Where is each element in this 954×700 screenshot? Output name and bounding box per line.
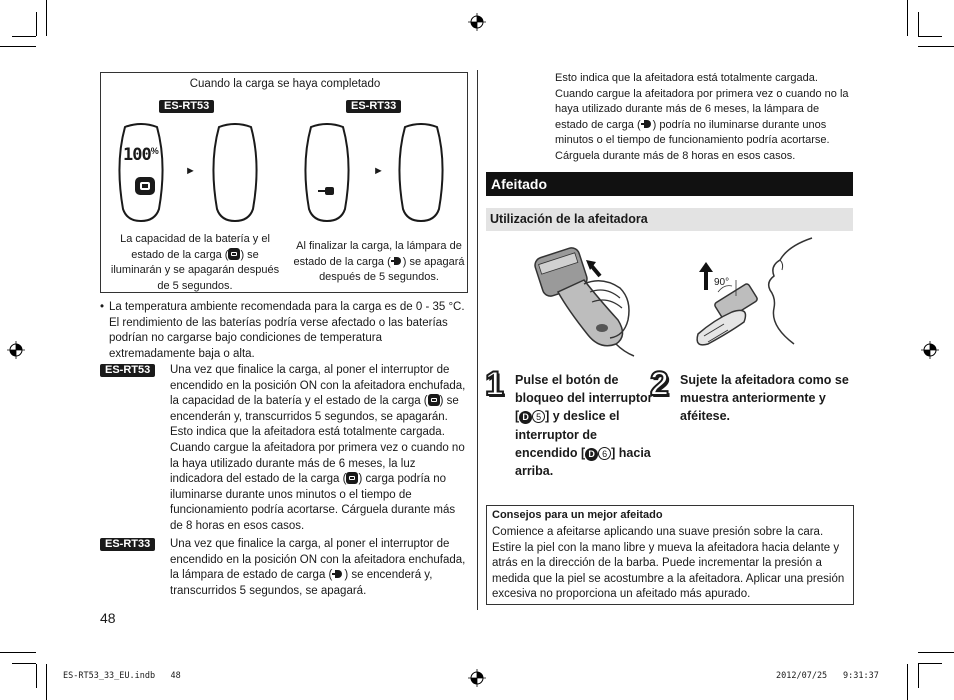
model-badge-rt53: ES-RT53 [159,100,214,113]
model-badge-rt33: ES-RT33 [346,100,401,113]
charge-complete-box [100,72,468,293]
arrow-icon: ► [185,165,196,177]
tips-title: Consejos para un mejor afeitado [492,509,663,521]
rt53-note: Una vez que finalice la carga, al poner el interruptor de encendido en la posición ON con la afeitadora enchufada, la capacidad de la batería y el estado de la carga ( ) se encenderán y, transcurridos 5 segundos, se apagarán. Esto indica que la afeitadora está totalmente cargada. Cuando cargue la afeitadora por primera vez o cuando no la haya utilizado durante más de 6 meses, la luz indicadora del estado de la carga ( ) carga podría no iluminarse durante unos minutos o el tiempo de funcionamiento podría acortarse. Cárguela durante más de 8 horas en esos casos. [170,364,466,532]
section-title: Afeitado [491,176,547,192]
part-number-icon: 6 [598,447,611,460]
model-badge-rt33: ES-RT33 [100,538,155,551]
right-intro-text: Esto indica que la afeitadora está totalmente cargada. Cuando cargue la afeitadora por primera vez o cuando no la haya utilizado durante más de 6 meses, la lámpara de estado de carga ( ) podría no iluminarse durante unos minutos o el tiempo de funcionamiento podría acortarse. Cárguela durante más de 8 horas en esos casos. [555,72,849,162]
footer-file-info: ES-RT53_33_EU.indb 48 [63,671,181,681]
charge-status-icon [228,248,240,260]
tips-body: Comience a afeitarse aplicando una suave presión sobre la cara. Estire la piel con la mano libre y mueva la afeitadora hacia delante y atrás en la dirección de la barba. Puede incrementar la presión a medida que la piel se acostumbre a la afeitadora. Aplicar una presión excesiva no proporciona un afeitado más apurado. [492,526,845,601]
registration-mark-icon [7,341,25,359]
plug-lamp-icon [641,120,653,128]
plug-lamp-icon [332,570,344,578]
angle-label: 90° [714,277,730,288]
subsection-title: Utilización de la afeitadora [490,212,648,226]
shaver-rt53-display-on [115,123,167,223]
shaving-face-illustration [684,236,814,356]
model-badge-rt53: ES-RT53 [100,364,155,377]
arrow-icon: ► [373,165,384,177]
step-number-1: 1 [485,365,504,403]
battery-percent-unit: % [150,146,159,156]
temperature-note: • La temperatura ambiente recomendada para la carga es de 0 - 35 °C. El rendimiento de las baterías podría verse afectado o las baterías podrían no cargarse bajo condiciones de temperatura extremadamente baja o alta. [100,301,465,360]
part-d-icon: D [585,448,598,461]
battery-percent: 100 [123,145,151,165]
registration-mark-icon [468,669,486,687]
footer-time: 9:31:37 [843,671,879,681]
step-2-text: Sujete la afeitadora como se muestra anteriormente y aféitese. [680,373,849,424]
charge-box-header: Cuando la carga se haya completado [189,78,381,90]
charge-status-icon [346,472,358,484]
caption-rt33: Al finalizar la carga, la lámpara de estado de la carga ( ) se apagará después de 5 segundos. [293,240,465,284]
caption-rt53: La capacidad de la batería y el estado de la carga ( ) se iluminarán y se apagarán después de 5 segundos. [110,233,280,292]
shaver-rt33-lamp-on [301,123,353,223]
registration-mark-icon [921,341,939,359]
page-number: 48 [100,610,116,626]
footer-date: 2012/07/25 [776,671,828,681]
tips-box [486,505,854,605]
step-number-2: 2 [650,365,669,403]
bullet: • [100,301,105,313]
rt33-note: Una vez que finalice la carga, al poner el interruptor de encendido en la posición ON con la afeitadora enchufada, la lámpara de estado de carga ( ) se encenderá y, transcurridos 5 segundos, se apagará. [170,538,466,597]
shaver-rt33-lamp-off [395,123,447,223]
charge-status-icon [135,177,155,195]
shaver-rt53-display-off [209,123,261,223]
plug-lamp-icon [391,257,403,265]
battery-display [123,145,163,165]
column-divider [477,70,478,610]
part-number-icon: 5 [532,410,545,423]
shaver-in-hand-illustration [528,240,658,358]
section-heading-bar [486,172,853,196]
charge-status-icon [428,394,440,406]
subsection-heading-bar [486,208,853,231]
step-1-text: Pulse el botón de bloqueo del interruptor [ D 5 ] y deslice el interruptor de encendido [ D 6 ] hacia arriba. [515,373,653,479]
registration-mark-icon [468,13,486,31]
part-d-icon: D [519,411,532,424]
